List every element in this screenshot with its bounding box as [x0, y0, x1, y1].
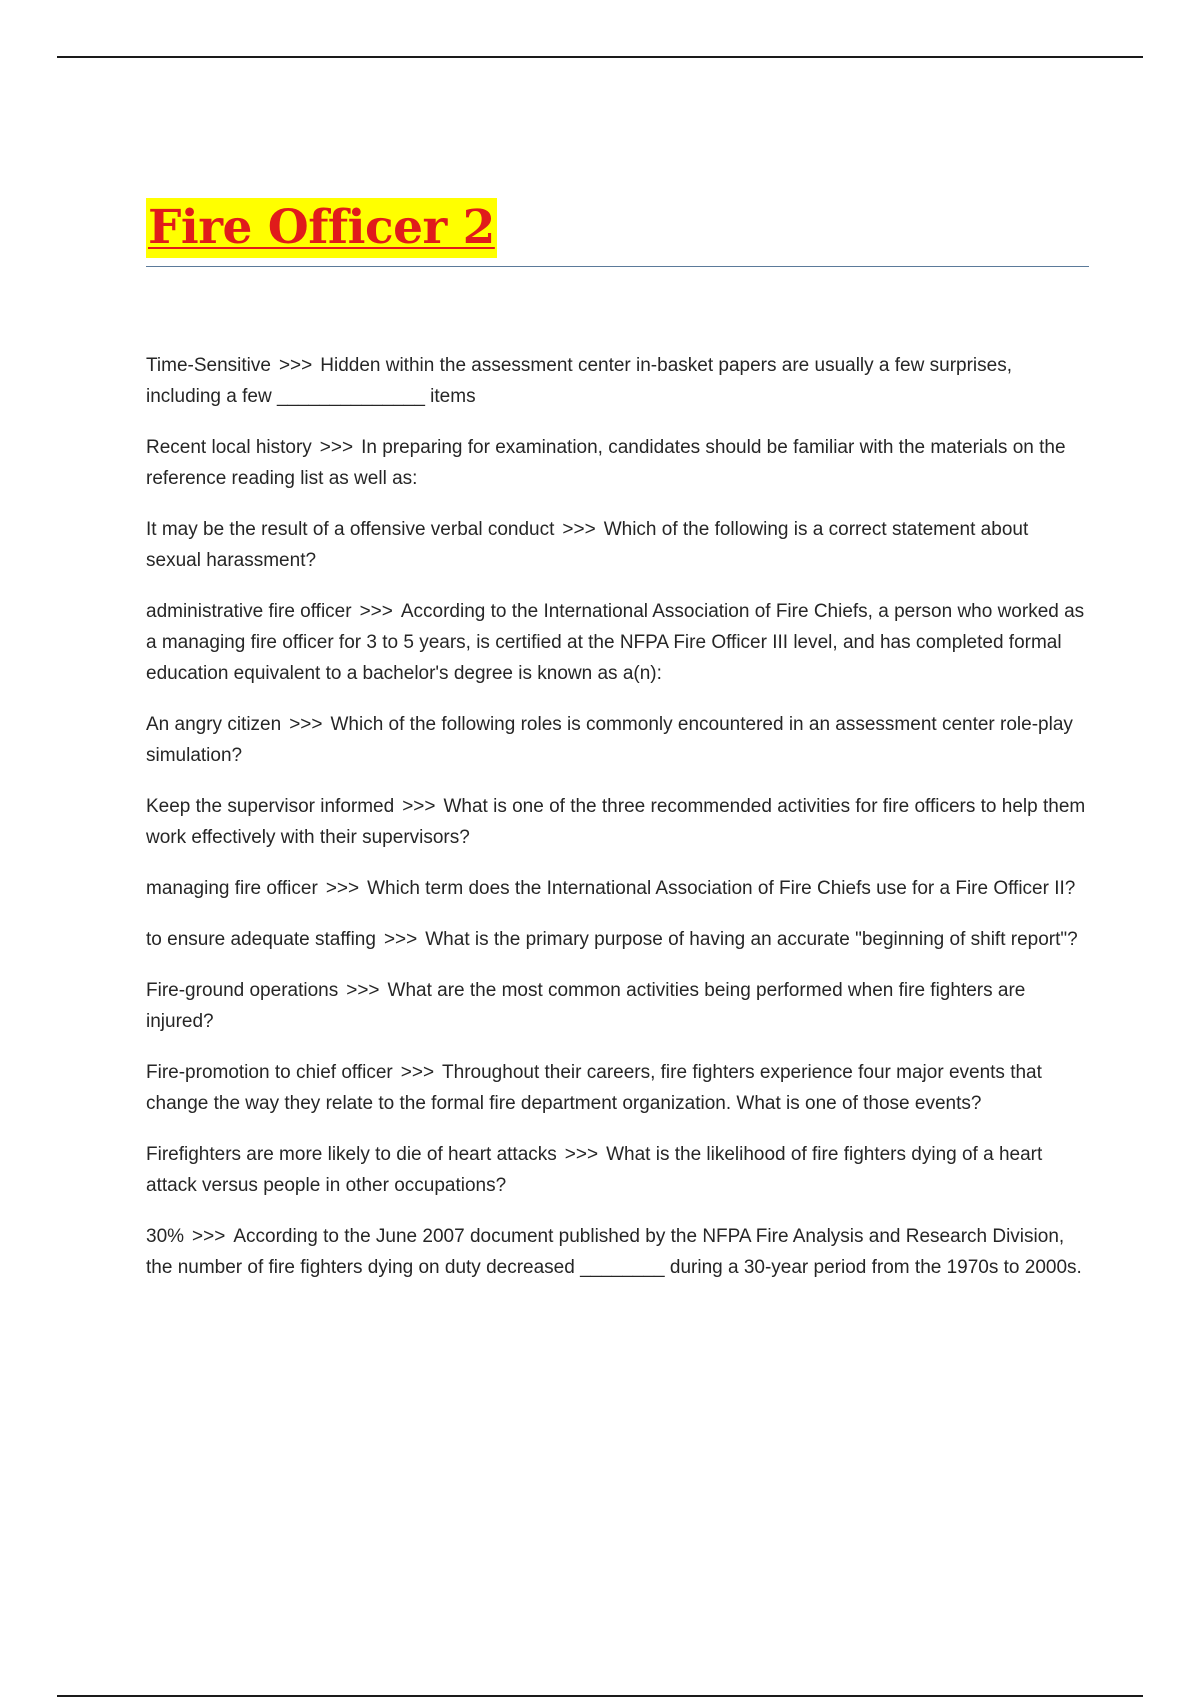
qa-question: Which of the following roles is commonly encountered in an assessment center role-play simulation?: [146, 714, 1073, 766]
qa-item: [146, 709, 1086, 771]
qa-separator: >>>: [400, 1062, 435, 1083]
title-underline-rule: [146, 266, 1089, 267]
qa-item: [146, 791, 1086, 853]
qa-answer: Keep the supervisor informed: [146, 796, 395, 817]
qa-separator: >>>: [192, 1226, 226, 1247]
page-bottom-rule: [57, 1695, 1143, 1697]
qa-answer: An angry citizen: [146, 714, 282, 735]
qa-answer: Recent local history: [146, 437, 312, 458]
qa-question: Hidden within the assessment center in-basket papers are usually a few surprises, including a few ______________ items: [146, 355, 1012, 407]
qa-answer: to ensure adequate staffing: [146, 929, 376, 950]
qa-separator: >>>: [289, 714, 323, 735]
qa-question: What are the most common activities being performed when fire fighters are injured?: [146, 980, 1026, 1032]
page-top-rule: [57, 56, 1143, 58]
qa-item: [146, 432, 1086, 494]
qa-question: What is one of the three recommended activities for fire officers to help them work effectively with their supervisors?: [146, 796, 1086, 848]
qa-answer: Fire-promotion to chief officer: [146, 1062, 393, 1083]
qa-separator: >>>: [319, 437, 354, 458]
qa-item: [146, 514, 1086, 576]
qa-separator: >>>: [359, 601, 393, 622]
qa-question: What is the primary purpose of having an accurate "beginning of shift report"?: [425, 929, 1078, 950]
qa-answer: Firefighters are more likely to die of heart attacks: [146, 1144, 557, 1165]
qa-answer: 30%: [146, 1226, 185, 1247]
qa-item: [146, 924, 1086, 955]
qa-separator: >>>: [346, 980, 380, 1001]
qa-item: [146, 596, 1086, 689]
qa-question: According to the June 2007 document published by the NFPA Fire Analysis and Research Division, the number of fire fighters dying on duty decreased ________ during a 30-year period from the 1970s to 2000s.: [146, 1226, 1082, 1278]
qa-item: [146, 873, 1086, 904]
qa-separator: >>>: [402, 796, 436, 817]
qa-item: [146, 975, 1086, 1037]
qa-answer: Fire-ground operations: [146, 980, 339, 1001]
qa-answer: administrative fire officer: [146, 601, 352, 622]
qa-separator: >>>: [562, 519, 596, 540]
qa-question: Throughout their careers, fire fighters experience four major events that change the way they relate to the formal fire department organization. What is one of those events?: [146, 1062, 1042, 1114]
qa-separator: >>>: [325, 878, 360, 899]
qa-question: Which of the following is a correct statement about sexual harassment?: [146, 519, 1029, 571]
qa-answer: It may be the result of a offensive verbal conduct: [146, 519, 555, 540]
qa-question: What is the likelihood of fire fighters dying of a heart attack versus people in other occupations?: [146, 1144, 1043, 1196]
qa-question: In preparing for examination, candidates should be familiar with the materials on the reference reading list as well as:: [146, 437, 1066, 489]
qa-item: [146, 1057, 1086, 1119]
qa-item: [146, 350, 1086, 412]
qa-question: Which term does the International Association of Fire Chiefs use for a Fire Officer II?: [367, 878, 1076, 899]
document-title: Fire Officer 2: [146, 198, 497, 258]
qa-item: [146, 1221, 1086, 1283]
qa-separator: >>>: [383, 929, 418, 950]
qa-separator: >>>: [564, 1144, 599, 1165]
qa-list: [146, 350, 1086, 1303]
qa-item: [146, 1139, 1086, 1201]
qa-answer: Time-Sensitive: [146, 355, 271, 376]
qa-answer: managing fire officer: [146, 878, 318, 899]
qa-question: According to the International Association of Fire Chiefs, a person who worked as a managing fire officer for 3 to 5 years, is certified at the NFPA Fire Officer III level, and has completed formal education equivalent to a bachelor's degree is known as a(n):: [146, 601, 1085, 684]
title-block: [146, 198, 1089, 258]
qa-separator: >>>: [278, 355, 313, 376]
